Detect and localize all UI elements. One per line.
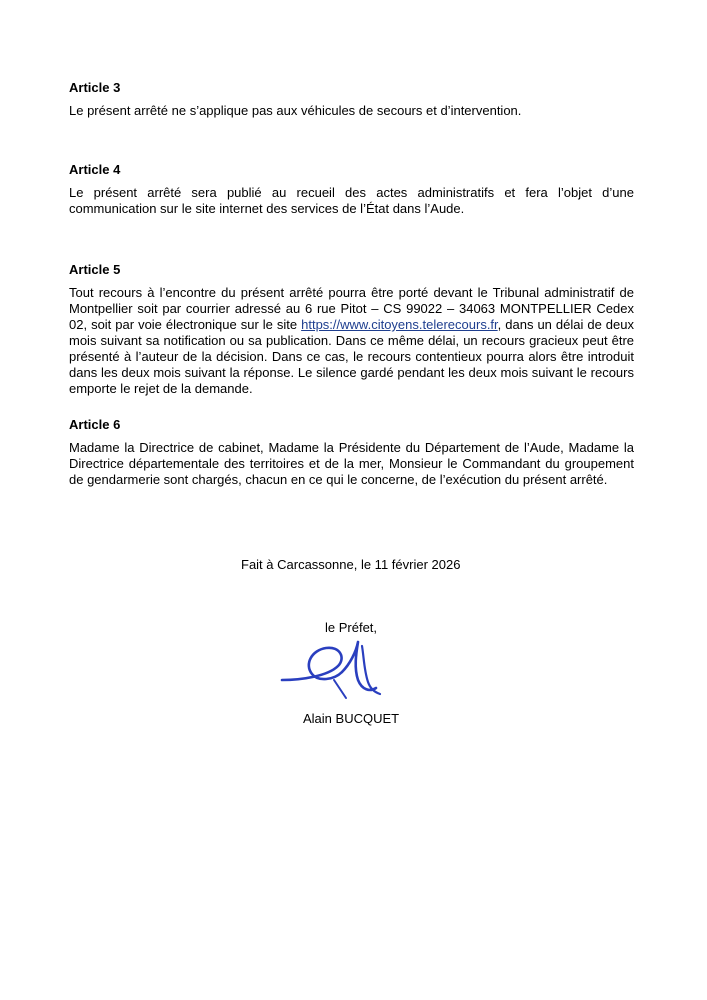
article-3-heading: Article 3: [69, 80, 121, 95]
signatory-title: le Préfet,: [325, 620, 378, 635]
article-5: [69, 262, 634, 397]
place-date: Fait à Carcassonne, le 11 février 2026: [241, 557, 461, 572]
article-5-text: [69, 285, 634, 397]
article-4-text: Le présent arrêté sera publié au recueil des actes administratifs et fera l’objet d’une communication sur le site internet des services de l’État dans l’Aude.: [69, 185, 634, 216]
article-6: [69, 417, 634, 488]
signatory-name: Alain BUCQUET: [303, 711, 400, 726]
telerecours-link[interactable]: https://www.citoyens.telerecours.fr: [301, 317, 498, 332]
handwritten-signature: [276, 636, 400, 702]
article-6-text: Madame la Directrice de cabinet, Madame la Présidente du Département de l’Aude, Madame la Directrice départementale des territoires et de la mer, Monsieur le Commandant du groupement de gendarmerie sont chargés, chacun en ce qui le concerne, de l’exécution du présent arrêté.: [69, 440, 634, 487]
article-3: [69, 80, 634, 119]
article-5-text-after-link: , dans un délai de deux mois suivant sa notification ou sa publication. Dans ce même délai, un recours gracieux peut être présenté à l’auteur de la décision. Dans ce cas, le recours contentieux pourra alors être introduit dans les deux mois suivant la réponse. Le silence gardé pendant les deux mois suivant le recours emporte le rejet de la demande.: [69, 317, 634, 396]
article-5-text-before-link: Tout recours à l’encontre du présent arrêté pourra être porté devant le Tribunal administratif de Montpellier soit par courrier adressé au 6 rue Pitot – CS 99022 – 34063 MONTPELLIER Cedex 02, soit par voie électronique sur le site: [69, 285, 634, 332]
article-5-heading: Article 5: [69, 262, 121, 277]
article-4: [69, 162, 634, 217]
article-6-heading: Article 6: [69, 417, 121, 432]
article-4-heading: Article 4: [69, 162, 121, 177]
article-3-text: Le présent arrêté ne s’applique pas aux véhicules de secours et d’intervention.: [69, 103, 522, 118]
